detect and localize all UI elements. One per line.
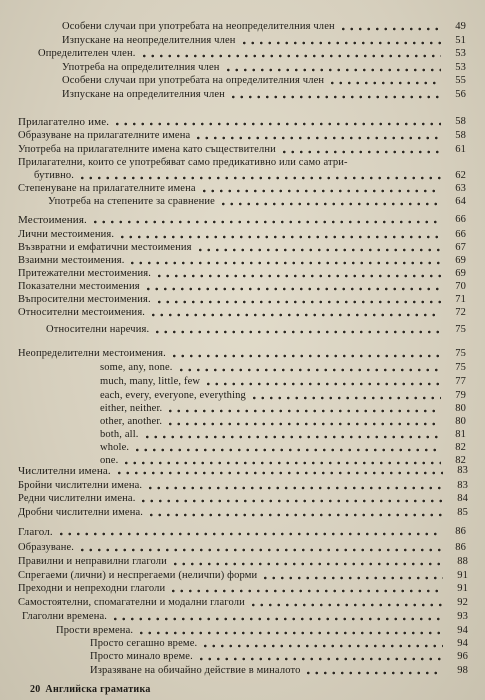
toc-entry xyxy=(18,506,468,519)
toc-entry-title: Местоимения. xyxy=(18,214,87,226)
toc-entry xyxy=(100,428,466,441)
toc-entry-title: whole. xyxy=(100,442,130,453)
toc-entry-page-number: 58 xyxy=(455,116,466,127)
toc-entry-title: Неопределителни местоимения. xyxy=(18,348,166,359)
toc-entry-page-number: 86 xyxy=(455,542,466,553)
dot-leader xyxy=(328,76,441,86)
dot-leader xyxy=(57,527,441,537)
toc-entry-page-number: 55 xyxy=(455,75,466,86)
toc-entry-page-number: 71 xyxy=(455,294,466,305)
toc-entry xyxy=(18,293,466,306)
toc-entry-title: Притежателни местоимения. xyxy=(18,268,151,279)
dot-leader xyxy=(166,404,441,414)
toc-entry xyxy=(34,169,466,182)
toc-entry-title: both, all. xyxy=(100,429,139,440)
dot-leader xyxy=(78,171,441,181)
dot-leader xyxy=(261,571,443,581)
toc-entry-title: Числителни имена. xyxy=(18,465,111,477)
toc-entry-page-number: 94 xyxy=(457,625,468,636)
toc-entry xyxy=(18,143,466,156)
toc-entry-title: either, neither. xyxy=(100,403,163,414)
dot-leader xyxy=(339,22,441,32)
dot-leader xyxy=(229,90,441,100)
dot-leader xyxy=(177,363,441,373)
toc-entry-page-number: 84 xyxy=(457,493,468,504)
toc-entry-page-number: 58 xyxy=(455,130,466,141)
toc-entry xyxy=(18,596,468,609)
toc-entry xyxy=(62,74,466,87)
toc-entry-page-number: 72 xyxy=(455,307,466,318)
toc-entry xyxy=(90,664,468,677)
dot-leader xyxy=(146,481,443,491)
toc-entry-page-number: 63 xyxy=(455,183,466,194)
toc-entry-title: each, every, everyone, everything xyxy=(100,390,246,401)
footer-book-title: Английска граматика xyxy=(45,684,151,695)
toc-entry-page-number: 86 xyxy=(455,526,466,537)
toc-entry xyxy=(18,479,468,492)
toc-entry-page-number: 64 xyxy=(455,196,466,207)
dot-leader xyxy=(153,325,441,335)
dot-leader xyxy=(197,652,443,662)
dot-leader xyxy=(91,215,441,225)
toc-entry xyxy=(100,441,466,454)
toc-entry xyxy=(46,323,466,336)
toc-entry xyxy=(100,375,466,388)
toc-entry-page-number: 83 xyxy=(457,480,468,491)
toc-entry-title: Лични местоимения. xyxy=(18,229,115,240)
toc-entry xyxy=(18,228,466,241)
toc-entry-title: Определителен член. xyxy=(38,48,136,59)
toc-entry xyxy=(100,361,466,374)
dot-leader xyxy=(201,639,443,649)
toc-entry-title: Възвратни и емфатични местоимения xyxy=(18,242,192,253)
toc-entry-title: Изразяване на обичайно действие в миналото xyxy=(90,665,301,676)
toc-entry-title: Преходни и непреходни глаголи xyxy=(18,583,166,594)
toc-entry-page-number: 92 xyxy=(457,597,468,608)
dot-leader xyxy=(78,543,441,553)
dot-leader xyxy=(194,131,441,141)
toc-entry xyxy=(62,34,466,47)
toc-entry-title: Глаголни времена. xyxy=(22,611,108,622)
toc-entry-page-number: 66 xyxy=(455,214,466,225)
toc-entry xyxy=(18,280,466,293)
dot-leader xyxy=(118,230,441,240)
dot-leader xyxy=(113,117,441,127)
toc-entry xyxy=(90,637,468,650)
toc-entry-title: Образуване. xyxy=(18,542,75,553)
dot-leader xyxy=(143,430,441,440)
toc-entry xyxy=(18,492,468,505)
dot-leader xyxy=(304,666,443,676)
toc-entry xyxy=(18,115,466,128)
toc-entry-page-number: 49 xyxy=(455,21,466,32)
toc-entry xyxy=(18,267,466,280)
toc-entry-title: Просто минало време. xyxy=(90,651,193,662)
dot-leader xyxy=(240,36,441,46)
dot-leader xyxy=(219,197,441,207)
toc-entry-page-number: 69 xyxy=(455,268,466,279)
toc-entry-page-number: 75 xyxy=(455,324,466,335)
dot-leader xyxy=(139,494,443,504)
toc-entry xyxy=(18,156,466,169)
dot-leader xyxy=(196,243,441,253)
dot-leader xyxy=(224,63,441,73)
toc-entry-page-number: 61 xyxy=(455,144,466,155)
toc-entry xyxy=(62,20,466,33)
dot-leader xyxy=(200,184,441,194)
toc-entry-title: Прилагателни, които се употребяват само предикативно или само атри- xyxy=(18,157,348,168)
toc-entry xyxy=(18,182,466,195)
toc-entry xyxy=(18,525,466,538)
toc-entry-page-number: 75 xyxy=(455,362,466,373)
toc-entry-page-number: 81 xyxy=(455,429,466,440)
toc-entry-page-number: 56 xyxy=(455,89,466,100)
toc-entry xyxy=(18,254,466,267)
dot-leader xyxy=(280,145,441,155)
toc-entry-title: Спрегаеми (лични) и неспрегаеми (неличпи) форми xyxy=(18,570,258,581)
footer-page-number: 20 xyxy=(30,684,41,695)
toc-entry xyxy=(48,195,466,208)
dot-leader xyxy=(204,377,441,387)
toc-entry-page-number: 70 xyxy=(455,281,466,292)
dot-leader xyxy=(115,466,443,476)
toc-entry xyxy=(90,650,468,663)
toc-entry-title: Взаимни местоимения. xyxy=(18,255,125,266)
toc-entry-page-number: 53 xyxy=(455,48,466,59)
toc-entry-title: Прилагателно име. xyxy=(18,116,110,128)
toc-entry xyxy=(18,241,466,254)
toc-entry-page-number: 94 xyxy=(457,638,468,649)
toc-entry xyxy=(18,347,466,360)
toc-entry-title: Степенуване на прилагателните имена xyxy=(18,183,196,194)
dot-leader xyxy=(144,282,441,292)
toc-entry-title: Употреба на определителния член xyxy=(62,62,220,73)
dot-leader xyxy=(166,417,441,427)
toc-entry-page-number: 67 xyxy=(455,242,466,253)
toc-entry-page-number: 91 xyxy=(457,570,468,581)
dot-leader xyxy=(111,612,443,622)
toc-entry-title: Относителни наречия. xyxy=(46,324,150,335)
toc-entry-page-number: 82 xyxy=(455,455,466,466)
dot-leader xyxy=(137,626,443,636)
toc-entry xyxy=(18,213,466,226)
toc-entry-page-number: 75 xyxy=(455,348,466,359)
page-footer xyxy=(30,684,151,695)
toc-entry xyxy=(18,582,468,595)
toc-entry-page-number: 79 xyxy=(455,390,466,401)
toc-entry-title: Прости времена. xyxy=(56,625,134,636)
toc-entry-page-number: 77 xyxy=(455,376,466,387)
toc-entry-page-number: 83 xyxy=(457,465,468,476)
toc-entry-title: much, many, little, few xyxy=(100,376,201,387)
toc-entry-title: one. xyxy=(100,455,119,466)
dot-leader xyxy=(170,349,441,359)
dot-leader xyxy=(133,443,441,453)
toc-entry-page-number: 53 xyxy=(455,62,466,73)
toc-entry xyxy=(18,541,466,554)
dot-leader xyxy=(155,295,441,305)
toc-entry-page-number: 96 xyxy=(457,651,468,662)
toc-entry xyxy=(18,129,466,142)
toc-entry xyxy=(38,47,466,60)
toc-entry-page-number: 80 xyxy=(455,416,466,427)
toc-entry xyxy=(62,61,466,74)
dot-leader xyxy=(140,49,441,59)
toc-entry-page-number: 51 xyxy=(455,35,466,46)
dot-leader xyxy=(171,557,443,567)
toc-entry xyxy=(100,402,466,415)
toc-entry xyxy=(62,88,466,101)
toc-entry-title: Въпросителни местоимения. xyxy=(18,294,151,305)
toc-entry-page-number: 98 xyxy=(457,665,468,676)
toc-entry-title: Бройни числителни имена. xyxy=(18,480,143,491)
toc-entry xyxy=(56,624,468,637)
toc-entry-title: Просто сегашно време. xyxy=(90,638,198,649)
toc-entry-title: Правилни и неправилни глаголи xyxy=(18,556,167,567)
toc-entry-page-number: 69 xyxy=(455,255,466,266)
toc-entry-title: some, any, none. xyxy=(100,362,173,373)
toc-entry-title: Особени случаи при употребата на определителния член xyxy=(62,75,325,86)
dot-leader xyxy=(128,256,441,266)
toc-entry xyxy=(18,569,468,582)
toc-entry-title: Редни числителни имена. xyxy=(18,493,136,504)
toc-entry-title: Показателни местоимения xyxy=(18,281,140,292)
toc-entry-page-number: 62 xyxy=(455,170,466,181)
toc-entry xyxy=(18,464,468,477)
dot-leader xyxy=(249,598,443,608)
toc-entry-title: Самостоятелни, спомагателни и модални глаголи xyxy=(18,597,245,608)
toc-entry-page-number: 82 xyxy=(455,442,466,453)
toc-entry-title: бутивно. xyxy=(34,170,75,181)
toc-entry-title: Изпускане на неопределителния член xyxy=(62,35,236,46)
dot-leader xyxy=(149,308,441,318)
dot-leader xyxy=(155,269,441,279)
dot-leader xyxy=(147,508,443,518)
toc-entry xyxy=(18,555,468,568)
toc-entry-page-number: 85 xyxy=(457,507,468,518)
toc-entry-title: Употреба на прилагателните имена като съществителни xyxy=(18,144,276,155)
dot-leader xyxy=(250,391,441,401)
toc-entry-title: Изпускане на определителния член xyxy=(62,89,225,100)
toc-entry xyxy=(18,306,466,319)
toc-entry-page-number: 91 xyxy=(457,583,468,594)
toc-entry-title: Образуване на прилагателните имена xyxy=(18,130,191,141)
toc-entry-title: other, another. xyxy=(100,416,163,427)
toc-entry-title: Употреба на степените за сравнение xyxy=(48,196,215,207)
toc-entry-title: Дробни числителни имена. xyxy=(18,507,144,518)
toc-entry-title: Глагол. xyxy=(18,526,53,538)
toc-entry-page-number: 93 xyxy=(457,611,468,622)
toc-entry-title: Относителни местоимения. xyxy=(18,307,146,318)
toc-entry-page-number: 80 xyxy=(455,403,466,414)
toc-entry-page-number: 88 xyxy=(457,556,468,567)
toc-entry xyxy=(100,415,466,428)
toc-entry-title: Особени случаи при употребата на неопределителния член xyxy=(62,21,335,32)
toc-entry xyxy=(100,389,466,402)
toc-entry xyxy=(22,610,468,623)
toc-entry-page-number: 66 xyxy=(455,229,466,240)
dot-leader xyxy=(169,584,443,594)
